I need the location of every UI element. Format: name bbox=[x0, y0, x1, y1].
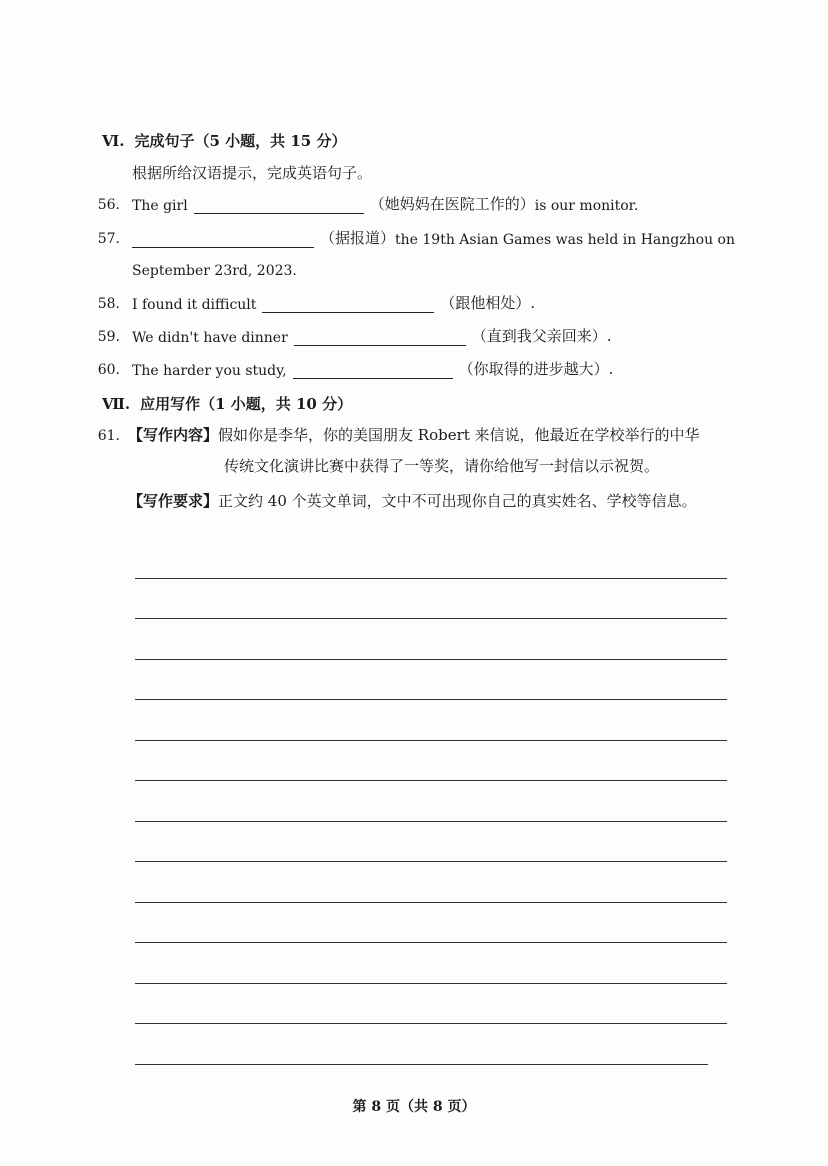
question-56-hint: （她妈妈在医院工作的） bbox=[369, 195, 535, 213]
section-6-number: Ⅵ. bbox=[102, 132, 125, 150]
section-6-instruction: 根据所给汉语提示，完成英语句子。 bbox=[132, 164, 373, 182]
question-58-hint: （跟他相处）. bbox=[440, 294, 536, 312]
question-60 bbox=[132, 358, 613, 379]
section-7-title: 应用写作（1 小题，共 10 分） bbox=[140, 395, 353, 413]
question-59 bbox=[132, 325, 612, 346]
page-number: 第 8 页（共 8 页） bbox=[352, 1099, 476, 1115]
writing-line[interactable] bbox=[135, 538, 727, 579]
question-59-number: 59. bbox=[97, 329, 120, 345]
section-7-heading bbox=[102, 393, 352, 414]
writing-line[interactable] bbox=[135, 781, 727, 822]
writing-content-line-1: 假如你是李华，你的美国朋友 Robert 来信说，他最近在学校举行的中华 bbox=[218, 426, 700, 444]
writing-line[interactable] bbox=[135, 579, 727, 620]
writing-content bbox=[128, 420, 700, 450]
question-59-answer-blank[interactable] bbox=[294, 331, 466, 346]
question-57-answer-blank[interactable] bbox=[132, 233, 314, 248]
section-6-heading bbox=[102, 130, 346, 151]
writing-line[interactable] bbox=[135, 862, 727, 903]
writing-requirements bbox=[128, 486, 697, 516]
question-57 bbox=[132, 227, 735, 248]
writing-line[interactable] bbox=[135, 984, 727, 1025]
question-58 bbox=[132, 292, 535, 313]
writing-content-label: 【写作内容】 bbox=[128, 426, 219, 444]
question-58-number: 58. bbox=[97, 296, 120, 312]
writing-line[interactable] bbox=[135, 660, 727, 701]
writing-line[interactable] bbox=[135, 741, 727, 782]
question-60-hint: （你取得的进步越大）. bbox=[458, 360, 614, 378]
writing-line[interactable] bbox=[135, 1024, 708, 1065]
question-57-ending: the 19th Asian Games was held in Hangzhou on bbox=[395, 232, 735, 248]
question-58-stem: I found it difficult bbox=[132, 297, 257, 313]
writing-line[interactable] bbox=[135, 903, 727, 944]
question-56-stem: The girl bbox=[132, 198, 188, 214]
writing-answer-area[interactable] bbox=[135, 538, 727, 1065]
writing-line[interactable] bbox=[135, 943, 727, 984]
question-56-ending: is our monitor. bbox=[534, 198, 639, 214]
writing-line[interactable] bbox=[135, 822, 727, 863]
writing-line[interactable] bbox=[135, 619, 727, 660]
writing-line[interactable] bbox=[135, 700, 727, 741]
section-6-title: 完成句子（5 小题，共 15 分） bbox=[134, 132, 347, 150]
question-58-answer-blank[interactable] bbox=[262, 298, 434, 313]
question-56 bbox=[132, 193, 638, 214]
writing-requirements-text: 正文约 40 个英文单词，文中不可出现你自己的真实姓名、学校等信息。 bbox=[218, 492, 697, 510]
question-60-number: 60. bbox=[97, 362, 120, 378]
question-60-stem: The harder you study, bbox=[132, 363, 287, 379]
question-61-number: 61. bbox=[97, 428, 120, 444]
writing-requirements-label: 【写作要求】 bbox=[128, 492, 219, 510]
question-57-hint: （据报道） bbox=[320, 229, 396, 247]
question-57-continuation: September 23rd, 2023. bbox=[132, 263, 297, 279]
question-57-number: 57. bbox=[97, 231, 120, 247]
question-56-number: 56. bbox=[97, 197, 120, 213]
question-60-answer-blank[interactable] bbox=[293, 364, 453, 379]
question-56-answer-blank[interactable] bbox=[194, 199, 364, 214]
question-59-hint: （直到我父亲回来）. bbox=[471, 327, 612, 345]
writing-content-line-2: 传统文化演讲比赛中获得了一等奖，请你给他写一封信以示祝贺。 bbox=[224, 457, 660, 475]
question-59-stem: We didn't have dinner bbox=[132, 330, 288, 346]
section-7-number: Ⅶ. bbox=[102, 395, 131, 413]
